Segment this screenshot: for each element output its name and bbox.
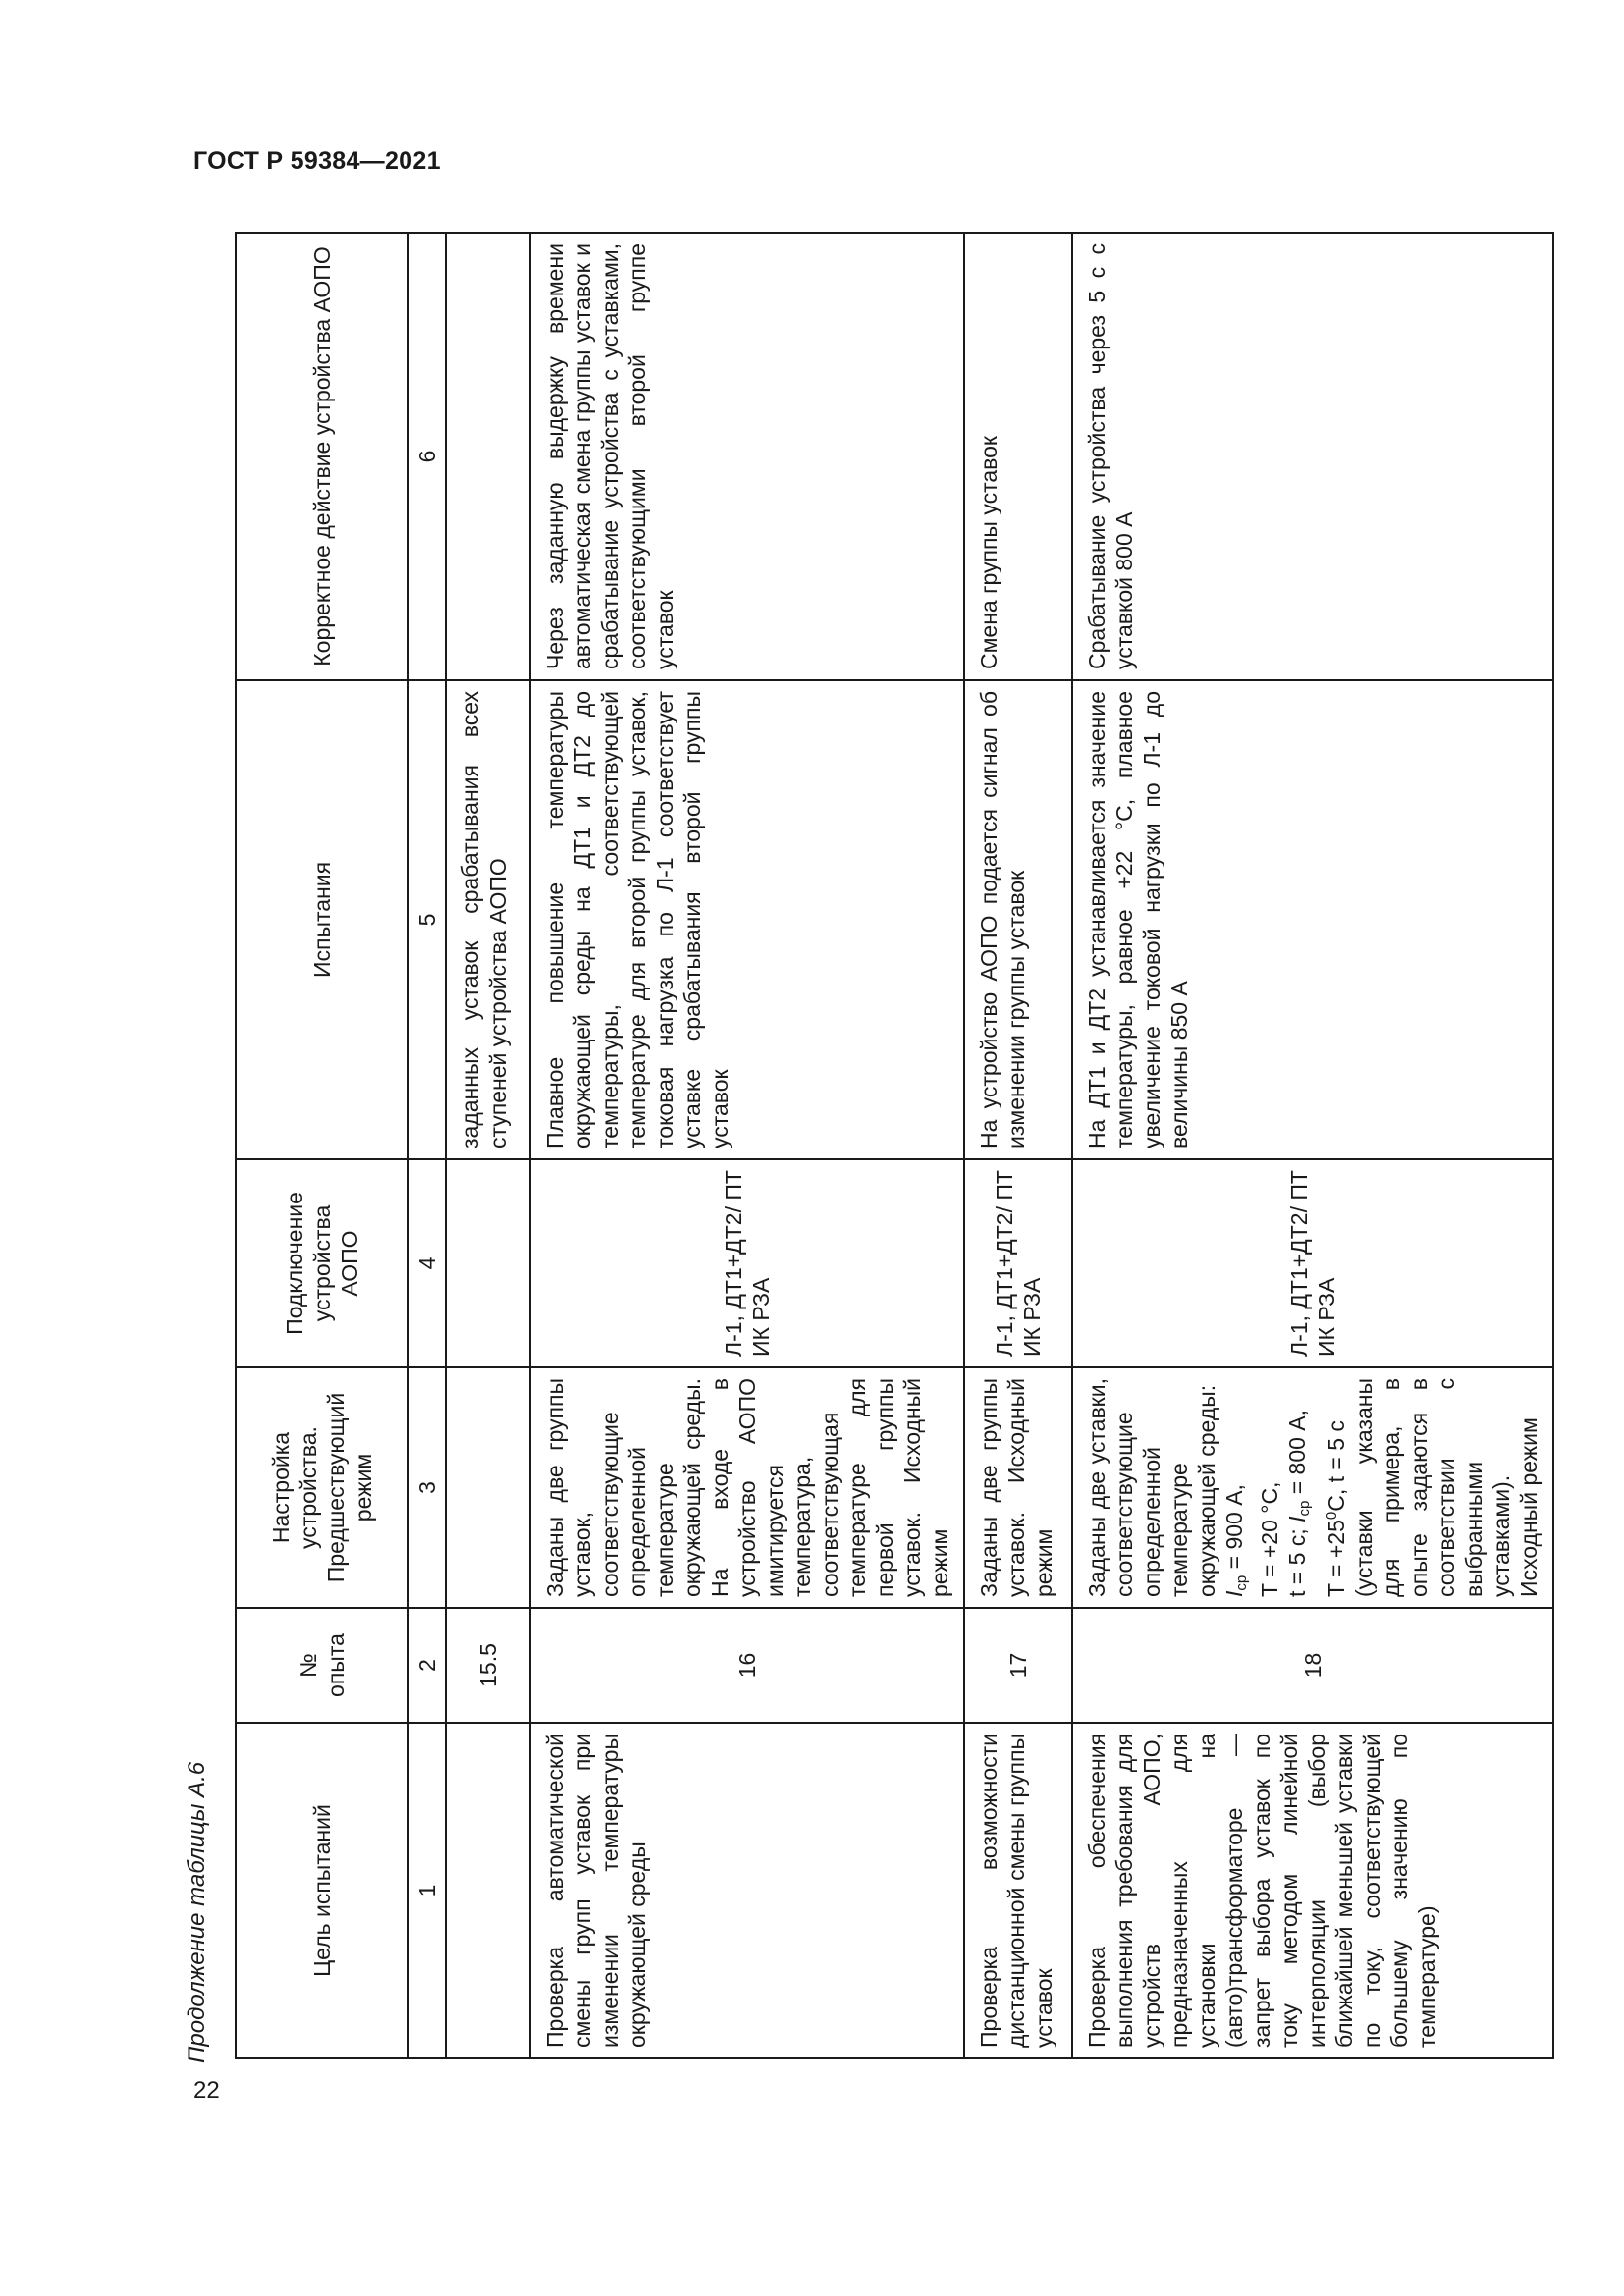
header-goal: Цель испытаний <box>236 1723 408 2058</box>
setup-note: (уставки указаны для примера, в опыте задаются в соответствии с выбранными уставками). Исходный режим <box>1351 1378 1542 1597</box>
table-row <box>446 233 530 2058</box>
header-tests: Испытания <box>236 680 408 1159</box>
test-cell: Плавное повышение температуры окружающей среды на ДТ1 и ДТ2 до температуры, соответствующей температуре для второй группы уставок, токовая нагрузка по Л-1 соответствует уставке срабатывания второй группы уставок <box>530 680 964 1159</box>
test-cell: На устройство АОПО подается сигнал об изменении группы уставок <box>964 680 1072 1159</box>
action-cell <box>446 233 530 680</box>
test-number-cell: 18 <box>1072 1608 1553 1723</box>
goal-cell: Проверка обеспечения выполнения требования для устройств АОПО, предназначенных для установки на (авто)трансформаторе — запрет выбора уставок по току методом линейной интерполяции (выбор ближайшей меньшей уставки по току, соответствующей большему значению по температуре) <box>1072 1723 1553 2058</box>
table-row <box>964 233 1072 2058</box>
column-number: 2 <box>408 1608 446 1723</box>
goal-cell <box>446 1723 530 2058</box>
time-setting: t = 5 с; <box>1284 1522 1310 1597</box>
connection-cell: Л-1, ДТ1+ДТ2/ ПТ ИК РЗА <box>964 1159 1072 1367</box>
document-title: ГОСТ Р 59384—2021 <box>193 147 441 175</box>
column-number: 6 <box>408 233 446 680</box>
table-row <box>530 233 964 2058</box>
goal-cell: Проверка автоматической смены групп уставок при изменении температуры окружающей среды <box>530 1723 964 2058</box>
header-test-number: № опыта <box>236 1608 408 1723</box>
setup-cell: Заданы две группы уставок. Исходный режим <box>964 1367 1072 1608</box>
column-number: 3 <box>408 1367 446 1608</box>
column-number: 5 <box>408 680 446 1159</box>
setting-3 <box>1319 1378 1350 1597</box>
current-setting-1 <box>1220 1378 1256 1597</box>
test-number-cell: 15.5 <box>446 1608 530 1723</box>
current-subscript: ср <box>1296 1500 1313 1517</box>
temperature-setting-2-rest: С, t = 5 с <box>1324 1420 1349 1512</box>
header-connection: Подключение устройства АОПО <box>236 1159 408 1367</box>
setup-text: Заданы две уставки, соответствующие определенной температуре окружающей среды: <box>1084 1378 1219 1597</box>
test-number-cell: 17 <box>964 1608 1072 1723</box>
action-cell: Через заданную выдержку времени автоматическая смена группы уставок и срабатывание устройства с уставками, соответствующими второй группе уставок <box>530 233 964 680</box>
current-symbol: I <box>1284 1516 1310 1522</box>
test-table <box>235 232 1554 2059</box>
test-cell: заданных уставок срабатывания всех ступеней устройства АОПО <box>446 680 530 1159</box>
page-number: 22 <box>193 2077 220 2104</box>
setup-cell <box>1072 1367 1553 1608</box>
column-number-row <box>408 233 446 2058</box>
action-cell: Срабатывание устройства через 5 с с уставкой 800 А <box>1072 233 1553 680</box>
table-row <box>1072 233 1553 2058</box>
column-number: 1 <box>408 1723 446 2058</box>
current-value-1: = 900 А, <box>1221 1484 1247 1575</box>
setting-2 <box>1283 1378 1319 1597</box>
column-number: 4 <box>408 1159 446 1367</box>
goal-cell: Проверка возможности дистанционной смены группы уставок <box>964 1723 1072 2058</box>
connection-cell <box>446 1159 530 1367</box>
table-container <box>235 234 1542 2059</box>
current-symbol: I <box>1221 1590 1247 1597</box>
header-correct-action: Корректное действие устройства АОПО <box>236 233 408 680</box>
current-subscript: ср <box>1233 1575 1250 1591</box>
test-cell: На ДТ1 и ДТ2 устанавливается значение температуры, равное +22 °С, плавное увеличение токовой нагрузки по Л-1 до величины 850 А <box>1072 680 1553 1159</box>
setup-cell <box>446 1367 530 1608</box>
current-value-2: = 800 А, <box>1284 1409 1310 1501</box>
connection-cell: Л-1, ДТ1+ДТ2/ ПТ ИК РЗА <box>1072 1159 1553 1367</box>
action-cell: Смена группы уставок <box>964 233 1072 680</box>
setup-cell: Заданы две группы уставок, соответствующие определенной температуре окружающей среды. На входе в устройство АОПО имитируется температура, соответствующая температуре для первой группы уставок. Исходный режим <box>530 1367 964 1608</box>
table-caption: Продолжение таблицы А.6 <box>184 1761 210 2063</box>
header-setup: Настройка устройства. Предшествующий режим <box>236 1367 408 1608</box>
temperature-setting-1: T = +20 °С, <box>1257 1481 1282 1597</box>
connection-cell: Л-1, ДТ1+ДТ2/ ПТ ИК РЗА <box>530 1159 964 1367</box>
degree-superscript: 0 <box>1324 1511 1340 1521</box>
temperature-setting-2: T = +25 <box>1324 1520 1349 1597</box>
test-number-cell: 16 <box>530 1608 964 1723</box>
header-row <box>236 233 408 2058</box>
